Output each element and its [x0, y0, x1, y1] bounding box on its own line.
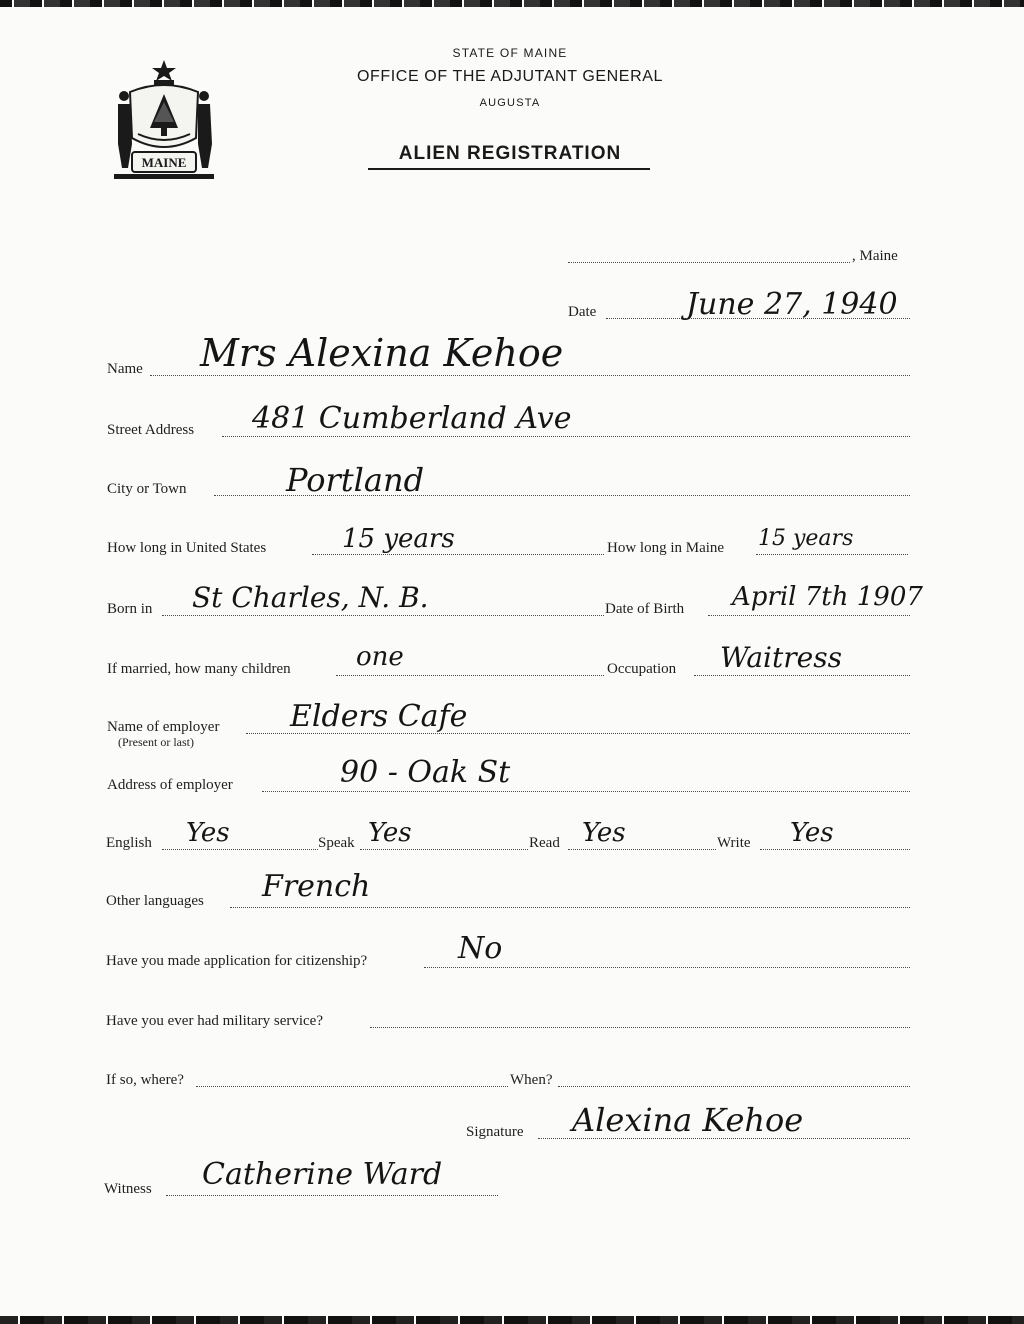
write-entry: Yes [790, 818, 834, 848]
how-long-maine-entry: 15 years [758, 526, 854, 551]
seal-label: MAINE [141, 155, 187, 170]
when-field-line [558, 1086, 910, 1087]
born-in-field-line [162, 615, 604, 616]
speak-field-line [360, 849, 528, 850]
children-label: If married, how many children [107, 661, 291, 677]
occupation-field-line [694, 675, 910, 676]
signature-entry: Alexina Kehoe [572, 1101, 804, 1139]
form-title: ALIEN REGISTRATION [398, 143, 622, 164]
citizenship-label: Have you made application for citizenship? [106, 953, 368, 969]
city-entry: Portland [286, 461, 425, 499]
other-languages-entry: French [262, 869, 371, 904]
witness-label: Witness [104, 1181, 152, 1197]
speak-label: Speak [318, 835, 355, 851]
header-office: OFFICE OF THE ADJUTANT GENERAL [356, 68, 664, 85]
citizenship-field-line [424, 967, 910, 968]
name-field-line [150, 375, 910, 376]
other-languages-field-line [230, 907, 910, 908]
employer-address-label: Address of employer [107, 777, 233, 793]
born-in-label: Born in [107, 601, 153, 617]
how-long-us-label: How long in United States [107, 540, 267, 556]
how-long-maine-label: How long in Maine [607, 540, 725, 556]
date-of-birth-label: Date of Birth [605, 601, 685, 617]
speak-entry: Yes [368, 818, 412, 848]
where-label: If so, where? [106, 1072, 184, 1088]
employer-note-label: (Present or last) [118, 735, 194, 749]
when-label: When? [510, 1072, 553, 1088]
employer-label: Name of employer [107, 719, 220, 735]
write-label: Write [717, 835, 751, 851]
witness-entry: Catherine Ward [202, 1157, 443, 1192]
english-field-line [162, 849, 318, 850]
place-field-line [568, 262, 850, 263]
read-label: Read [529, 835, 560, 851]
employer-entry: Elders Cafe [290, 699, 468, 734]
read-field-line [568, 849, 716, 850]
occupation-entry: Waitress [720, 641, 842, 674]
children-field-line [336, 675, 604, 676]
where-field-line [196, 1086, 508, 1087]
name-label: Name [107, 361, 143, 377]
name-entry: Mrs Alexina Kehoe [200, 331, 564, 375]
how-long-us-field-line [312, 554, 604, 555]
date-label: Date [568, 304, 597, 320]
street-label: Street Address [107, 422, 195, 438]
how-long-us-entry: 15 years [342, 524, 455, 554]
title-underline [368, 168, 650, 170]
military-field-line [370, 1027, 910, 1028]
children-entry: one [356, 642, 404, 672]
citizenship-entry: No [458, 931, 503, 966]
military-label: Have you ever had military service? [106, 1013, 323, 1029]
other-languages-label: Other languages [106, 893, 204, 909]
header-state: STATE OF MAINE [452, 46, 568, 60]
scan-edge-bottom [0, 1316, 1024, 1324]
how-long-maine-field-line [756, 554, 908, 555]
born-in-entry: St Charles, N. B. [192, 581, 429, 614]
date-of-birth-entry: April 7th 1907 [732, 582, 923, 612]
write-field-line [760, 849, 910, 850]
date-of-birth-field-line [708, 615, 910, 616]
employer-address-field-line [262, 791, 910, 792]
maine-state-seal-icon [108, 56, 220, 188]
english-label: English [106, 835, 152, 851]
english-entry: Yes [186, 818, 230, 848]
scan-edge-top [0, 0, 1024, 7]
witness-field-line [166, 1195, 498, 1196]
occupation-label: Occupation [607, 661, 677, 677]
header-city: AUGUSTA [479, 97, 541, 109]
read-entry: Yes [582, 818, 626, 848]
street-field-line [222, 436, 910, 437]
place-suffix-label: , Maine [852, 248, 898, 264]
signature-label: Signature [466, 1124, 524, 1140]
date-entry: June 27, 1940 [686, 287, 898, 322]
city-label: City or Town [107, 481, 187, 497]
employer-address-entry: 90 - Oak St [340, 755, 511, 790]
street-entry: 481 Cumberland Ave [252, 401, 572, 436]
